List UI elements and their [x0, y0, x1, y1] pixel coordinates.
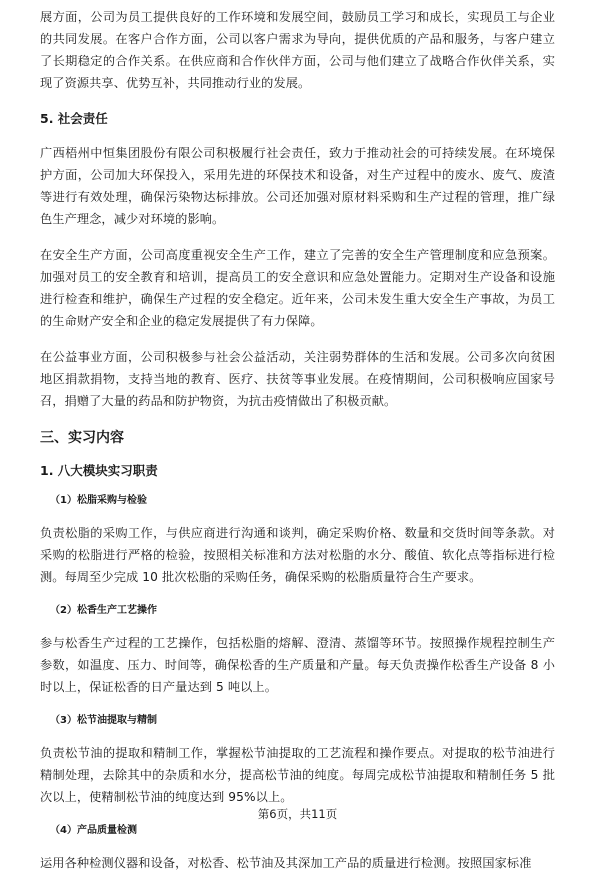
page-content [40, 6, 555, 888]
paragraph-safety: 在安全生产方面，公司高度重视安全生产工作，建立了完善的安全生产管理制度和应急预案。加强对员工的安全教育和培训，提高员工的安全意识和应急处置能力。定期对生产设备和设施进行检查和维护，确保生产过程的安全稳定。近年来，公司未发生重大安全生产事故，为员工的生命财产安全和企业的稳定发展提供了有力保障。 [40, 248, 555, 328]
part-heading-internship-content: 三、实习内容 [40, 430, 124, 446]
paragraph-turpentine-extraction: 负责松节油的提取和精制工作，掌握松节油提取的工艺流程和操作要点。对提取的松节油进行精制处理，去除其中的杂质和水分，提高松节油的纯度。每周完成松节油提取和精制任务 5 批次以上，使精制松节油的纯度达到 95%以上。 [40, 746, 555, 804]
paragraph-environment: 广西梧州中恒集团股份有限公司积极履行社会责任，致力于推动社会的可持续发展。在环境保护方面，公司加大环保投入，采用先进的环保技术和设备，对生产过程中的废水、废气、废渣等进行有效处理，确保污染物达标排放。公司还加强对原材料采购和生产过程的管理，推广绿色生产理念，减少对环境的影响。 [40, 146, 555, 226]
paragraph-public-welfare: 在公益事业方面，公司积极参与社会公益活动，关注弱势群体的生活和发展。公司多次向贫困地区捐款捐物，支持当地的教育、医疗、扶贫等事业发展。在疫情期间，公司积极响应国家号召，捐赠了大量的药品和防护物资，为抗击疫情做出了积极贡献。 [40, 350, 555, 408]
section-heading-social-responsibility: 5. 社会责任 [40, 111, 108, 126]
paragraph-rosin-procurement: 负责松脂的采购工作，与供应商进行沟通和谈判，确定采购价格、数量和交货时间等条款。对采购的松脂进行严格的检验，按照相关标准和方法对松脂的水分、酸值、软化点等指标进行检测。每周至少完成 10 批次松脂的采购任务，确保采购的松脂质量符合生产要求。 [40, 526, 555, 584]
heading-eight-modules: 1. 八大模块实习职责 [40, 463, 158, 478]
page-number-footer: 第6页，共11页 [257, 807, 338, 821]
paragraph-quality-testing: 运用各种检测仪器和设备，对松香、松节油及其深加工产品的质量进行检测。按照国家标准 [40, 856, 532, 870]
paragraph-rosin-production: 参与松香生产过程的工艺操作，包括松脂的熔解、澄清、蒸馏等环节。按照操作规程控制生产参数，如温度、压力、时间等，确保松香的生产质量和产量。每天负责操作松香生产设备 8 小时以上，保证松香的日产量达到 5 吨以上。 [40, 636, 555, 694]
subheading-rosin-procurement: （1）松脂采购与检验 [50, 495, 147, 506]
paragraph-company-relations: 展方面，公司为员工提供良好的工作环境和发展空间，鼓励员工学习和成长，实现员工与企业的共同发展。在客户合作方面，公司以客户需求为导向，提供优质的产品和服务，与客户建立了长期稳定的合作关系。在供应商和合作伙伴方面，公司与他们建立了战略合作伙伴关系，实现了资源共享、优势互补，共同推动行业的发展。 [40, 10, 555, 90]
subheading-quality-testing: （4）产品质量检测 [50, 825, 137, 836]
subheading-turpentine-extraction: （3）松节油提取与精制 [50, 715, 157, 726]
subheading-rosin-production: （2）松香生产工艺操作 [50, 605, 157, 616]
